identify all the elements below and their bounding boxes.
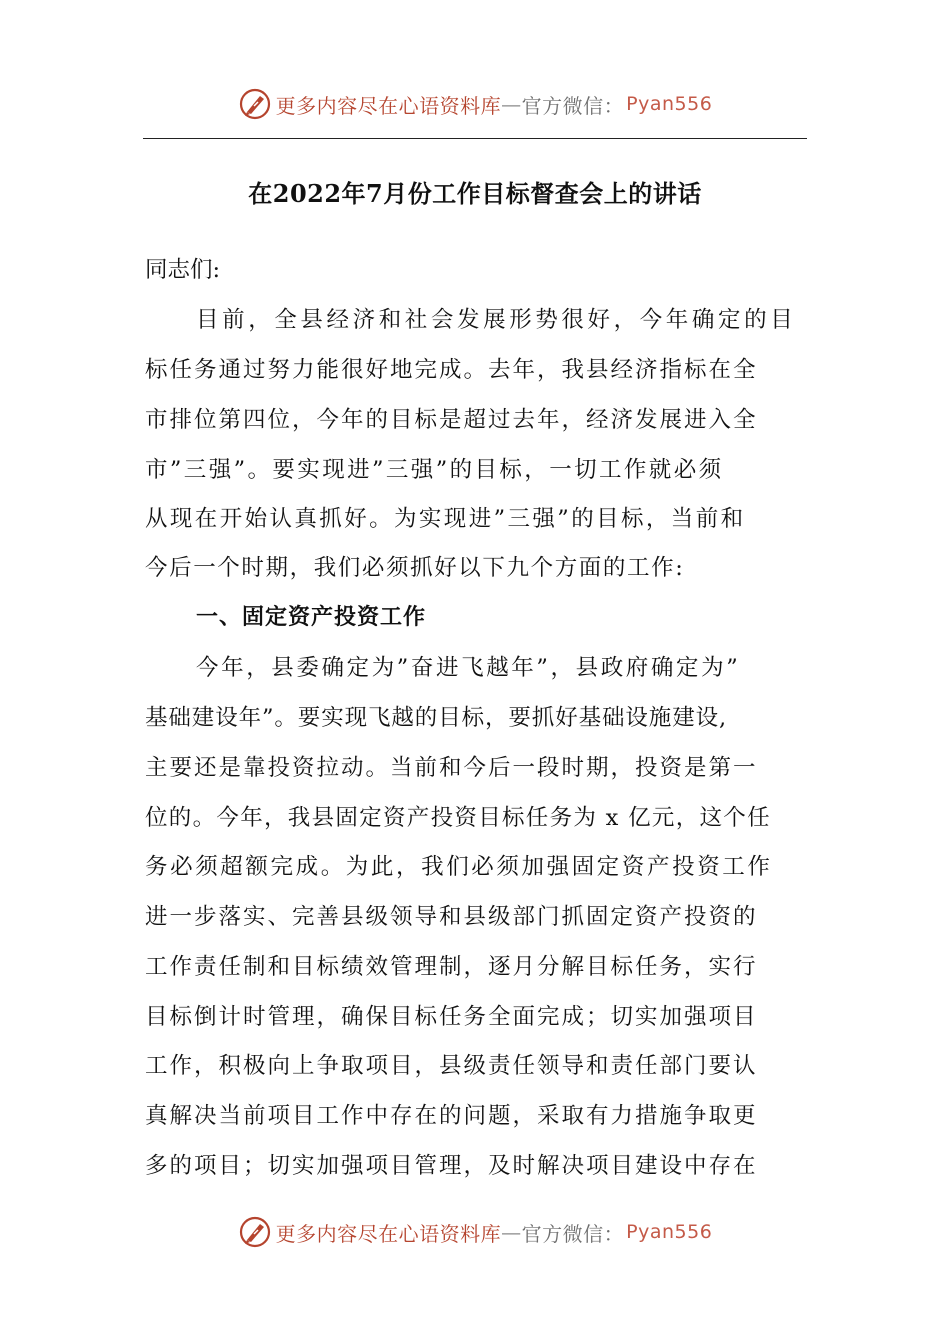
body-line: 目前，全县经济和社会发展形势很好，今年确定的目 — [196, 307, 797, 333]
header-divider — [143, 138, 807, 139]
pen-nib-logo-icon — [238, 1215, 272, 1249]
watermark-wechat-id: Pyan556 — [626, 1221, 713, 1243]
document-title: 在2022年7月份工作目标督查会上的讲话 — [248, 179, 702, 208]
watermark-main-text: 更多内容尽在心语资料库 — [275, 1221, 502, 1246]
watermark-main-text: 更多内容尽在心语资料库 — [275, 93, 502, 118]
body-line: 目标倒计时管理，确保目标任务全面完成；切实加强项目 — [145, 1004, 758, 1030]
body-line: 同志们: — [145, 257, 221, 283]
body-line: 位的。今年，我县固定资产投资目标任务为 x 亿元，这个任 — [145, 805, 771, 831]
header-watermark — [0, 84, 950, 124]
body-line: 标任务通过努力能很好地完成。去年，我县经济指标在全 — [145, 357, 758, 383]
body-line: 工作，积极向上争取项目，县级责任领导和责任部门要认 — [145, 1053, 758, 1079]
body-line: 基础建设年”。要实现飞越的目标，要抓好基础设施建设, — [145, 705, 728, 731]
watermark-dash: — — [501, 1220, 522, 1244]
watermark-sub-text: 官方微信： — [521, 1221, 625, 1246]
footer-watermark — [0, 1212, 950, 1252]
body-line: 务必须超额完成。为此，我们必须加强固定资产投资工作 — [145, 854, 773, 880]
body-line: 主要还是靠投资拉动。当前和今后一段时期，投资是第一 — [145, 755, 758, 781]
body-line: 今年，县委确定为”奋进飞越年”，县政府确定为” — [196, 655, 741, 681]
watermark-sub-text: 官方微信： — [521, 93, 625, 118]
body-line: 多的项目；切实加强项目管理，及时解决项目建设中存在 — [145, 1153, 758, 1179]
watermark-dash: — — [501, 92, 522, 116]
body-line: 今后一个时期，我们必须抓好以下九个方面的工作: — [145, 555, 685, 581]
body-line: 进一步落实、完善县级领导和县级部门抓固定资产投资的 — [145, 904, 758, 930]
body-line: 工作责任制和目标绩效管理制，逐月分解目标任务，实行 — [145, 954, 758, 980]
body-line: 真解决当前项目工作中存在的问题，采取有力措施争取更 — [145, 1103, 758, 1129]
section-heading: 一、固定资产投资工作 — [196, 605, 427, 630]
body-line: 从现在开始认真抓好。为实现进”三强”的目标，当前和 — [145, 506, 746, 532]
pen-nib-logo-icon — [238, 87, 272, 121]
watermark-wechat-id: Pyan556 — [626, 93, 713, 115]
body-line: 市排位第四位，今年的目标是超过去年，经济发展进入全 — [145, 407, 758, 433]
body-line: 市”三强”。要实现进”三强”的目标，一切工作就必须 — [145, 457, 724, 483]
